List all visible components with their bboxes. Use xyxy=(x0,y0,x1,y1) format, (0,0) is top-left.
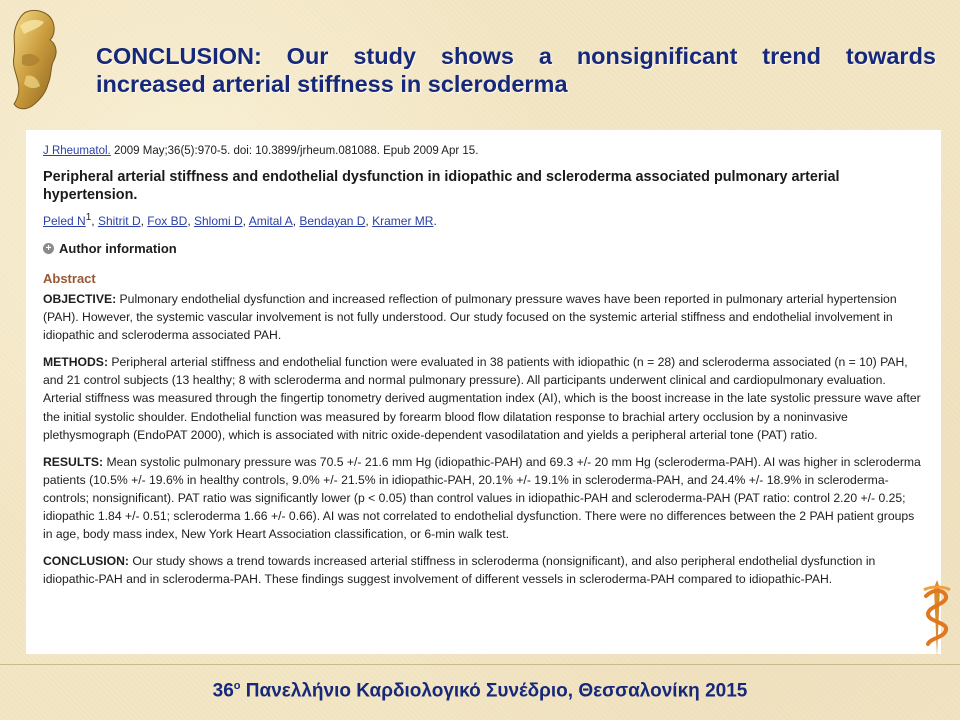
slide-title xyxy=(96,42,936,98)
footer-number: 36 xyxy=(212,680,234,702)
citation xyxy=(43,144,925,158)
abstract-conclusion xyxy=(43,552,925,588)
methods-text: Peripheral arterial stiffness and endothelial function were evaluated in 38 patients with idiopathic (n = 28) and scleroderma associated (n = 10) PAH, and 21 control subjects (13 healthy; 8 with scleroderma and normal pulmonary pressure). All participants underwent clinical and cardiopulmonary evaluation. Arterial stiffness was measured through the fingertip tonometry derived augmentation index (AI), which is the boost increase in the late systolic pressure wave after the initial systolic shoulder. Endothelial function was measured by forearm blood flow dilatation response to brachial artery occlusion by a noninvasive plethysmograph (EndoPAT 2000), which is associated with nitric oxide-dependent vasodilatation and yields a peripheral arterial tone (PAT) ratio. xyxy=(43,355,921,442)
abstract-methods xyxy=(43,353,925,443)
athena-helmet-logo-icon xyxy=(6,6,66,116)
abstract-results xyxy=(43,453,925,543)
footer-ordinal: ο xyxy=(233,680,241,692)
article-title: Peripheral arterial stiffness and endothelial dysfunction in idiopathic and scleroderma associated pulmonary arterial hypertension. xyxy=(43,169,840,203)
author-link[interactable]: Kramer MR xyxy=(372,214,434,228)
author-link[interactable]: Amital A xyxy=(248,214,293,228)
author-link[interactable]: Bendayan D xyxy=(299,214,366,228)
slide-title-line-2: increased arterial stiffness in scleroderma xyxy=(96,71,568,97)
footer-text: Πανελλήνιο Καρδιολογικό Συνέδριο, Θεσσαλονίκη 2015 xyxy=(240,680,748,702)
author-list: Peled $N^1$, Shitrit D, Fox BD, Shlomi D, Amital A, Bendayan D, Kramer MR. xyxy=(43,212,437,228)
results-label: RESULTS: xyxy=(43,454,104,469)
abstract-objective xyxy=(43,290,925,344)
methods-label: METHODS: xyxy=(43,355,108,370)
abstract-heading: Abstract xyxy=(43,271,96,286)
author-information-toggle[interactable] xyxy=(43,241,925,256)
footer-congress-name xyxy=(0,680,960,702)
caduceus-logo-icon xyxy=(920,578,954,658)
results-text: Mean systolic pulmonary pressure was 70.5 +/- 21.6 mm Hg (idiopathic-PAH) and 69.3 +/- 20 mm Hg (scleroderma-PAH). AI was higher in scleroderma patients (10.5% +/- 19.6% in healthy controls, 9.0% +/- 21.5% in idiopathic-PAH, 20.1% +/- 19.1% in scleroderma-PAH, and 24.4% +/- 18.9% in scleroderma-controls; nonsignificant). PAT ratio was significantly lower (p < 0.05) than control values in idiopathic-PAH and scleroderma-PAH (PAT ratio: control 2.20 +/- 0.25; idiopathic 1.84 +/- 0.51; scleroderma 1.66 +/- 0.66). AI was not correlated to endothelial dysfunction. There were no differences between the 2 PAH patient groups in age, body mass index, New York Heart Association classification, or 6-min walk test. xyxy=(43,454,921,542)
journal-link[interactable]: J Rheumatol. xyxy=(43,145,111,157)
author-link[interactable]: Shitrit D xyxy=(97,214,141,228)
author-link[interactable]: Fox BD xyxy=(147,214,188,228)
conclusion-label: CONCLUSION: xyxy=(43,554,129,569)
footer-divider xyxy=(0,664,960,665)
author-link[interactable]: Shlomi D xyxy=(193,214,243,228)
conclusion-text: Our study shows a trend towards increased arterial stiffness in scleroderma (nonsignificant), and also peripheral endothelial dysfunction in idiopathic-PAH and in scleroderma-PAH. These findings suggest involvement of different vessels in scleroderma-PAH compared to idiopathic-PAH. xyxy=(43,554,876,587)
author-affiliation-sup: 1 xyxy=(85,212,92,223)
author-link[interactable]: Peled N xyxy=(43,214,86,228)
citation-details: 2009 May;36(5):970-5. doi: 10.3899/jrheum.081088. Epub 2009 Apr 15. xyxy=(110,145,479,157)
objective-label: OBJECTIVE: xyxy=(43,292,117,306)
objective-text: Pulmonary endothelial dysfunction and increased reflection of pulmonary pressure waves have been reported in pulmonary arterial hypertension (PAH). However, the systemic vascular involvement is not fully understood. Our study focused on the systemic arterial stiffness and endothelial involvement in idiopathic and scleroderma associated PAH. xyxy=(43,292,897,343)
slide-title-line-1: CONCLUSION: Our study shows a nonsignificant trend towards xyxy=(96,43,936,69)
pubmed-abstract-screenshot xyxy=(26,130,941,654)
expand-plus-icon[interactable]: + xyxy=(43,243,54,254)
author-information-label: Author information xyxy=(59,241,177,256)
